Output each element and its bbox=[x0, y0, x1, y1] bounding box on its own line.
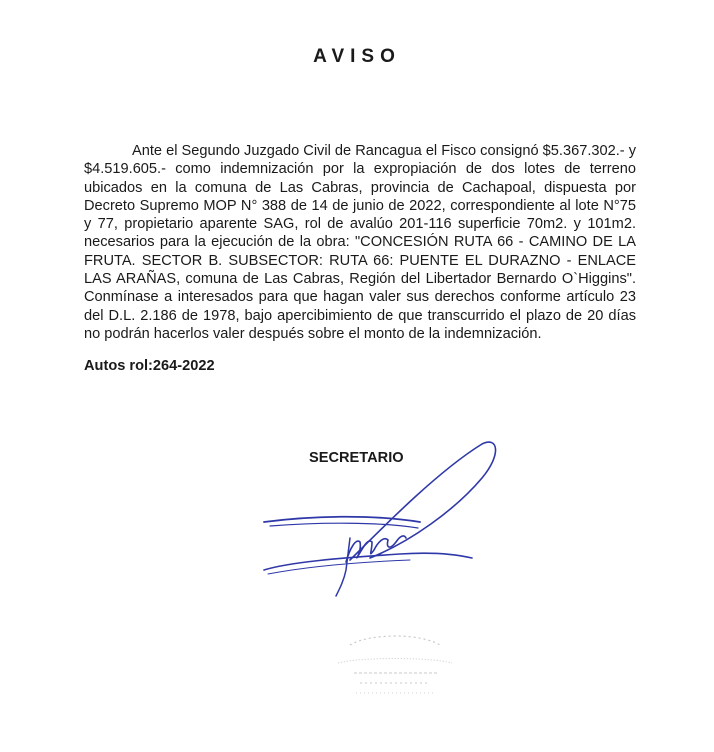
notice-body bbox=[84, 142, 636, 343]
signer-title: SECRETARIO bbox=[309, 450, 404, 466]
handwritten-signature bbox=[250, 430, 530, 610]
faded-seal-stamp bbox=[330, 615, 460, 700]
case-reference: Autos rol:264-2022 bbox=[84, 358, 215, 374]
notice-title: AVISO bbox=[313, 46, 401, 67]
notice-body-paragraph: Ante el Segundo Juzgado Civil de Rancagua el Fisco consignó $5.367.302.- y $4.519.605.- como indemnización por la expropiación de dos lotes de terreno ubicados en la comuna de Las Cabras, provincia de Cachapoal, dispuesta por Decreto Supremo MOP N° 388 de 14 de junio de 2022, correspondiente al lote N°75 y 77, propietario aparente SAG, rol de avalúo 201-116 superficie 70m2. y 101m2. necesarios para la ejecución de la obra: "CONCESIÓN RUTA 66 - CAMINO DE LA FRUTA. SECTOR B. SUBSECTOR: RUTA 66: PUENTE EL DURAZNO - ENLACE LAS ARAÑAS, comuna de Las Cabras, Región del Libertador Bernardo O`Higgins". Conmínase a interesados para que hagan valer sus derechos conforme artículo 23 del D.L. 2.186 de 1978, bajo apercibimiento de que transcurrido el plazo de 20 días no podrán hacerlos valer después sobre el monto de la indemnización. bbox=[84, 143, 636, 342]
